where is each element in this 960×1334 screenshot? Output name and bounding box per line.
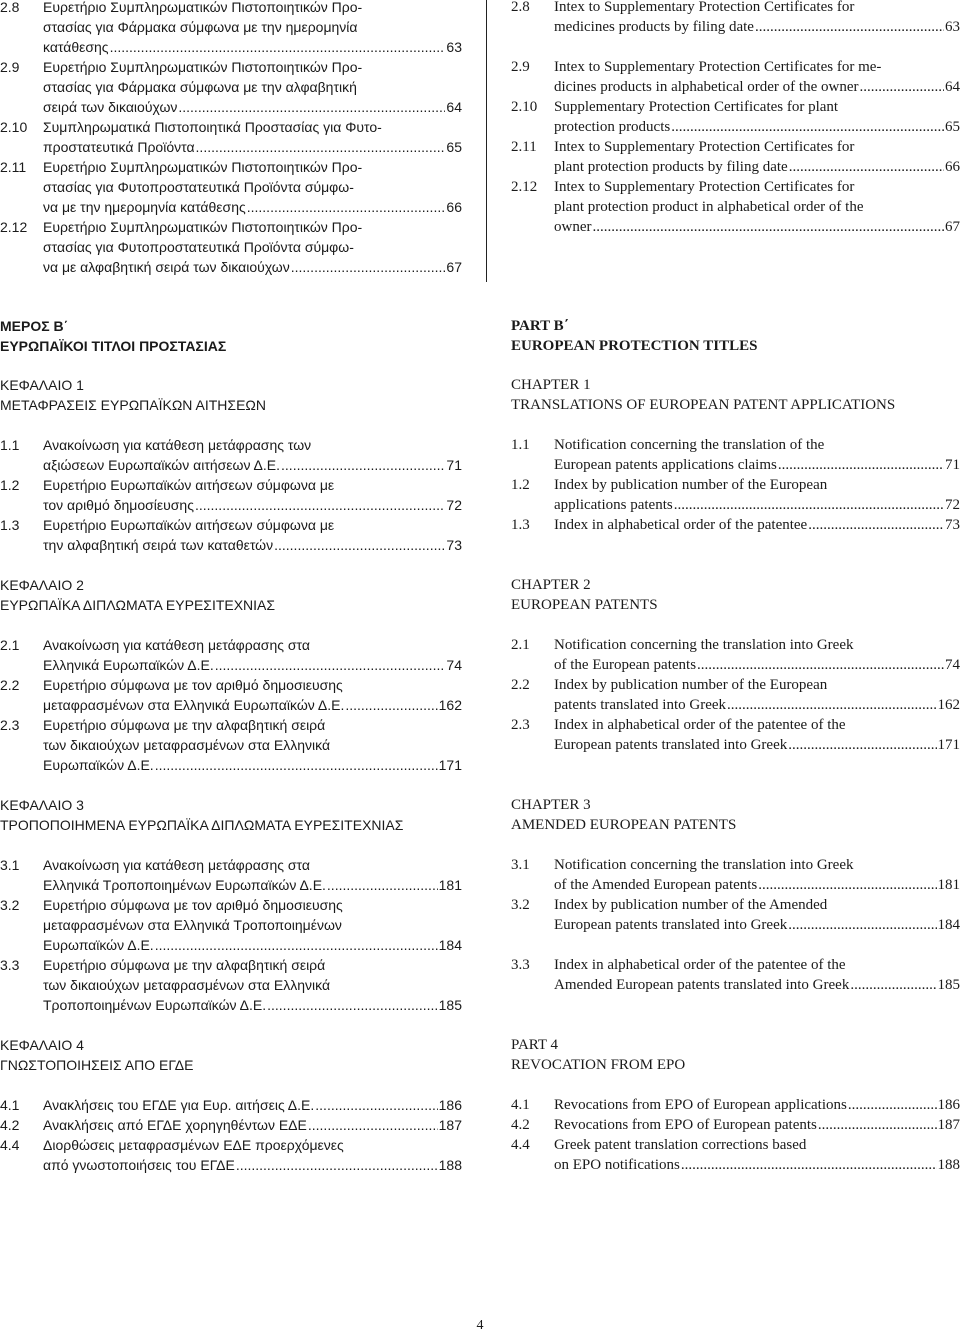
toc-entry-line — [511, 435, 960, 455]
toc-entry-last-line — [511, 455, 960, 475]
entry-text: Ανακοίνωση για κατάθεση μετάφρασης στα — [43, 637, 310, 653]
toc-entry-last-line — [0, 535, 462, 555]
toc-entry-last-line — [511, 515, 960, 535]
entry-text: Ευρωπαϊκών Δ.Ε. — [43, 757, 154, 773]
entry-text: Ευρετήριο Συμπληρωματικών Πιστοποιητικών Προ- — [43, 0, 363, 15]
page-ref: 73 — [446, 537, 462, 553]
entry-number: 4.4 — [511, 1137, 530, 1153]
toc-entry-line — [0, 57, 462, 77]
entry-text: protection products — [554, 119, 671, 135]
entry-text: of the Amended European patents — [554, 877, 758, 893]
chapter-label: CHAPTER 3 — [511, 797, 591, 813]
entry-number: 1.1 — [511, 437, 530, 453]
entry-text: owner — [554, 219, 592, 235]
toc-entry-last-line — [0, 655, 462, 675]
entry-text: European patents translated into Greek — [554, 917, 788, 933]
toc-entry-line — [511, 635, 960, 655]
entry-text: να με την ημερομηνία κατάθεσης — [43, 199, 246, 215]
page-ref: 73 — [945, 517, 960, 533]
page-ref: 185 — [937, 977, 960, 993]
entry-text: Index by publication number of the European — [554, 477, 828, 493]
entry-number: 2.11 — [0, 159, 27, 175]
entry-text: medicines products by filing date — [554, 19, 754, 35]
entry-text: μεταφρασμένων στα Ελληνικά Ευρωπαϊκών Δ.Ε. — [43, 697, 345, 713]
toc-entry-last-line — [511, 77, 960, 97]
chapter-title: ΜΕΤΑΦΡΑΣΕΙΣ ΕΥΡΩΠΑΪΚΩΝ ΑΙΤΗΣΕΩΝ — [0, 397, 266, 413]
entry-text: των δικαιούχων μεταφρασμένων στα Ελληνικά — [43, 977, 331, 993]
entry-number: 4.2 — [0, 1117, 20, 1133]
entry-number: 2.3 — [0, 717, 20, 733]
toc-entry-line — [0, 855, 462, 875]
toc-entry-line — [0, 715, 462, 735]
toc-entry-last-line — [511, 735, 960, 755]
entry-text: Revocations from EPO of European applications — [554, 1097, 847, 1113]
chapter-title: ΤΡΟΠΟΠΟΙΗΜΕΝΑ ΕΥΡΩΠΑΪΚΑ ΔΙΠΛΩΜΑΤΑ ΕΥΡΕΣΙΤΕΧΝΙΑΣ — [0, 817, 404, 833]
entry-text: Ευρωπαϊκών Δ.Ε. — [43, 937, 154, 953]
leader-dots — [850, 975, 936, 995]
entry-text: Ευρετήριο Συμπληρωματικών Πιστοποιητικών Προ- — [43, 219, 363, 235]
toc-entry-line — [0, 17, 462, 37]
entry-text: Ευρετήριο σύμφωνα με την αλφαβητική σειρά — [43, 717, 326, 733]
toc-entry-line — [0, 1135, 462, 1155]
toc-entry-line — [0, 515, 462, 535]
toc-entry-last-line — [0, 257, 462, 277]
toc-entry-last-line — [0, 97, 462, 117]
leader-dots — [788, 915, 936, 935]
toc-entry-last-line — [511, 695, 960, 715]
page-ref: 184 — [438, 937, 462, 953]
page-ref: 185 — [438, 997, 462, 1013]
page-ref: 171 — [438, 757, 462, 773]
toc-entry-line — [0, 217, 462, 237]
entry-text: Notification concerning the translation into Greek — [554, 857, 854, 873]
toc-entry-last-line — [0, 137, 462, 157]
toc-entry-last-line — [0, 755, 462, 775]
toc-entry-line — [511, 197, 960, 217]
entry-text: στασίας για Φυτοπροστατευτικά Προϊόντα σύμφω- — [43, 179, 354, 195]
entry-text: Index by publication number of the European — [554, 677, 828, 693]
entry-text: Revocations from EPO of European patents — [554, 1117, 817, 1133]
toc-entry-last-line — [511, 975, 960, 995]
entry-text: την αλφαβητική σειρά των καταθετών — [43, 537, 274, 553]
leader-dots — [155, 755, 438, 775]
part-title: ΜΕΡΟΣ Β΄ — [0, 318, 69, 334]
toc-entry-line — [0, 895, 462, 915]
leader-dots — [247, 197, 446, 217]
chapter-title: ΕΥΡΩΠΑΪΚΑ ΔΙΠΛΩΜΑΤΑ ΕΥΡΕΣΙΤΕΧΝΙΑΣ — [0, 597, 276, 613]
toc-entry-last-line — [0, 1155, 462, 1175]
entry-text: Notification concerning the translation into Greek — [554, 637, 854, 653]
toc-entry-line — [0, 157, 462, 177]
page-number: 4 — [476, 1318, 484, 1333]
part-subtitle: ΕΥΡΩΠΑΪΚΟΙ ΤΙΤΛΟΙ ΠΡΟΣΤΑΣΙΑΣ — [0, 338, 227, 354]
part-title: PART B΄ — [511, 318, 569, 334]
leader-dots — [291, 257, 446, 277]
toc-entry-last-line — [511, 1095, 960, 1115]
entry-text: Ανακοίνωση για κατάθεση μετάφρασης στα — [43, 857, 310, 873]
page-ref: 187 — [438, 1117, 462, 1133]
page-ref: 162 — [937, 697, 960, 713]
entry-text: Ανακλήσεις του ΕΓΔΕ για Ευρ. αιτήσεις Δ.Ε. — [43, 1097, 315, 1113]
toc-entry-last-line — [0, 455, 462, 475]
leader-dots — [681, 1155, 937, 1175]
toc-entry-line — [0, 735, 462, 755]
toc-entry-line — [0, 177, 462, 197]
toc-entry-line — [0, 237, 462, 257]
leader-dots — [755, 17, 944, 37]
toc-entry-line — [0, 117, 462, 137]
entry-number: 2.12 — [0, 219, 28, 235]
page-ref: 181 — [937, 877, 960, 893]
leader-dots — [674, 495, 944, 515]
entry-text: Intex to Supplementary Protection Certificates for — [554, 0, 855, 15]
chapter-label: CHAPTER 1 — [511, 377, 591, 393]
toc-entry-last-line — [0, 935, 462, 955]
page-ref: 181 — [438, 877, 462, 893]
chapter-label: ΚΕΦΑΛΑΙΟ 2 — [0, 577, 84, 593]
column-divider — [486, 0, 487, 282]
entry-text: on EPO notifications — [554, 1157, 680, 1173]
entry-number: 2.9 — [511, 59, 530, 75]
leader-dots — [178, 97, 445, 117]
page-ref: 63 — [446, 39, 462, 55]
leader-dots — [315, 1095, 437, 1115]
toc-entry-line — [0, 975, 462, 995]
page-ref: 74 — [945, 657, 960, 673]
chapter-label: PART 4 — [511, 1037, 559, 1053]
leader-dots — [267, 995, 438, 1015]
entry-text: Intex to Supplementary Protection Certificates for — [554, 179, 855, 195]
entry-text: Amended European patents translated into Greek — [554, 977, 850, 993]
entry-text: plant protection products by filing date — [554, 159, 788, 175]
entry-text: applications patents — [554, 497, 673, 513]
entry-text: από γνωστοποιήσεις του ΕΓΔΕ — [43, 1157, 235, 1173]
entry-text: Διορθώσεις μεταφρασμένων ΕΔΕ προερχόμενες — [43, 1137, 344, 1153]
entry-text: Ελληνικά Ευρωπαϊκών Δ.Ε. — [43, 657, 214, 673]
entry-text: Συμπληρωματικά Πιστοποιητικά Προστασίας για Φυτο- — [43, 119, 382, 135]
toc-entry-last-line — [0, 495, 462, 515]
leader-dots — [196, 137, 446, 157]
entry-text: των δικαιούχων μεταφρασμένων στα Ελληνικά — [43, 737, 331, 753]
entry-text: Ευρετήριο σύμφωνα με τον αριθμό δημοσιευσης — [43, 677, 343, 693]
entry-number: 4.1 — [0, 1097, 20, 1113]
chapter-title: REVOCATION FROM EPO — [511, 1057, 686, 1073]
chapter-title: ΓΝΩΣΤΟΠΟΙΗΣΕΙΣ ΑΠΟ ΕΓΔΕ — [0, 1057, 194, 1073]
entry-number: 2.8 — [0, 0, 20, 15]
toc-entry-last-line — [511, 157, 960, 177]
entry-number: 2.10 — [0, 119, 28, 135]
toc-entry-line — [511, 855, 960, 875]
leader-dots — [671, 117, 944, 137]
toc-entry-last-line — [511, 117, 960, 137]
leader-dots — [345, 695, 437, 715]
entry-number: 3.2 — [511, 897, 530, 913]
page-ref: 162 — [438, 697, 462, 713]
leader-dots — [327, 875, 438, 895]
entry-number: 2.8 — [511, 0, 530, 15]
entry-text: μεταφρασμένων στα Ελληνικά Τροποποιημένων — [43, 917, 342, 933]
page-ref: 65 — [945, 119, 960, 135]
page-ref: 66 — [945, 159, 960, 175]
leader-dots — [778, 455, 944, 475]
entry-text: Ανακοίνωση για κατάθεση μετάφρασης των — [43, 437, 312, 453]
entry-text: Ευρετήριο σύμφωνα με την αλφαβητική σειρά — [43, 957, 326, 973]
leader-dots — [697, 655, 944, 675]
entry-text: of the European patents — [554, 657, 697, 673]
entry-text: Supplementary Protection Certificates for plant — [554, 99, 839, 115]
entry-text: Ευρετήριο Συμπληρωματικών Πιστοποιητικών Προ- — [43, 159, 363, 175]
page-ref: 188 — [937, 1157, 960, 1173]
chapter-label: ΚΕΦΑΛΑΙΟ 3 — [0, 797, 84, 813]
leader-dots — [758, 875, 936, 895]
entry-number: 2.11 — [511, 139, 537, 155]
toc-entry-line — [0, 955, 462, 975]
page-ref: 71 — [945, 457, 960, 473]
leader-dots — [727, 695, 936, 715]
entry-text: κατάθεσης — [43, 39, 109, 55]
page-ref: 188 — [438, 1157, 462, 1173]
leader-dots — [789, 157, 944, 177]
chapter-title: EUROPEAN PATENTS — [511, 597, 658, 613]
leader-dots — [155, 935, 438, 955]
leader-dots — [195, 495, 445, 515]
toc-entry-line — [511, 57, 960, 77]
entry-text: European patents translated into Greek — [554, 737, 788, 753]
toc-entry-line — [511, 177, 960, 197]
entry-number: 3.3 — [0, 957, 20, 973]
leader-dots — [308, 1115, 438, 1135]
page-ref: 63 — [945, 19, 960, 35]
entry-text: Τροποποιημένων Ευρωπαϊκών Δ.Ε. — [43, 997, 267, 1013]
entry-text: Greek patent translation corrections based — [554, 1137, 807, 1153]
page-ref: 67 — [446, 259, 462, 275]
entry-number: 2.10 — [511, 99, 538, 115]
entry-text: Index in alphabetical order of the patentee of the — [554, 717, 846, 733]
toc-entry-line — [511, 1135, 960, 1155]
toc-entry-line — [0, 475, 462, 495]
toc-entry-line — [511, 895, 960, 915]
entry-text: τον αριθμό δημοσίευσης — [43, 497, 194, 513]
entry-number: 2.3 — [511, 717, 530, 733]
chapter-label: CHAPTER 2 — [511, 577, 591, 593]
chapter-title: TRANSLATIONS OF EUROPEAN PATENT APPLICATIONS — [511, 397, 896, 413]
chapter-label: ΚΕΦΑΛΑΙΟ 4 — [0, 1037, 84, 1053]
leader-dots — [848, 1095, 937, 1115]
entry-text: να με αλφαβητική σειρά των δικαιούχων — [43, 259, 290, 275]
entry-text: στασίας για Φυτοπροστατευτικά Προϊόντα σύμφω- — [43, 239, 354, 255]
entry-text: Intex to Supplementary Protection Certificates for — [554, 139, 855, 155]
entry-number: 3.3 — [511, 957, 530, 973]
toc-entry-line — [511, 137, 960, 157]
toc-entry-line — [511, 715, 960, 735]
toc-entry-line — [0, 675, 462, 695]
entry-text: dicines products in alphabetical order of the owner — [554, 79, 859, 95]
page-ref: 184 — [937, 917, 960, 933]
entry-text: Index by publication number of the Amended — [554, 897, 828, 913]
entry-number: 3.2 — [0, 897, 20, 913]
page-ref: 74 — [446, 657, 462, 673]
toc-entry-line — [511, 0, 960, 17]
entry-number: 2.2 — [0, 677, 20, 693]
toc-entry-last-line — [511, 1115, 960, 1135]
entry-text: European patents applications claims — [554, 457, 777, 473]
toc-entry-last-line — [0, 1115, 462, 1135]
leader-dots — [808, 515, 944, 535]
entry-text: Ευρετήριο Ευρωπαϊκών αιτήσεων σύμφωνα με — [43, 517, 335, 533]
leader-dots — [274, 535, 445, 555]
toc-entry-line — [0, 915, 462, 935]
leader-dots — [593, 217, 945, 237]
page-ref: 72 — [446, 497, 462, 513]
entry-number: 2.1 — [511, 637, 530, 653]
entry-text: στασίας για Φάρμακα σύμφωνα με την ημερομηνία — [43, 19, 358, 35]
page-ref: 65 — [446, 139, 462, 155]
page-ref: 67 — [945, 219, 960, 235]
entry-text: Notification concerning the translation of the — [554, 437, 825, 453]
entry-text: σειρά των δικαιούχων — [43, 99, 178, 115]
entry-number: 3.1 — [511, 857, 530, 873]
toc-entry-line — [511, 675, 960, 695]
entry-number: 3.1 — [0, 857, 20, 873]
entry-number: 4.1 — [511, 1097, 530, 1113]
toc-entry-line — [511, 955, 960, 975]
toc-entry-last-line — [511, 655, 960, 675]
toc-entry-last-line — [511, 217, 960, 237]
leader-dots — [236, 1155, 438, 1175]
entry-text: plant protection product in alphabetical order of the — [554, 199, 864, 215]
entry-number: 1.2 — [511, 477, 530, 493]
leader-dots — [110, 37, 446, 57]
toc-entry-line — [511, 97, 960, 117]
entry-number: 1.2 — [0, 477, 20, 493]
entry-text: Ευρετήριο σύμφωνα με τον αριθμό δημοσιευσης — [43, 897, 343, 913]
toc-entry-last-line — [511, 1155, 960, 1175]
entry-text: Ελληνικά Τροποποιημένων Ευρωπαϊκών Δ.Ε. — [43, 877, 326, 893]
entry-number: 4.2 — [511, 1117, 530, 1133]
toc-entry-line — [0, 435, 462, 455]
toc-entry-line — [0, 77, 462, 97]
part-subtitle: EUROPEAN PROTECTION TITLES — [511, 338, 758, 354]
entry-number: 1.3 — [511, 517, 530, 533]
entry-number: 2.9 — [0, 59, 20, 75]
toc-entry-line — [0, 635, 462, 655]
leader-dots — [859, 77, 944, 97]
toc-entry-last-line — [0, 1095, 462, 1115]
entry-text: προστατευτικά Προϊόντα — [43, 139, 195, 155]
page-ref: 71 — [446, 457, 462, 473]
chapter-label: ΚΕΦΑΛΑΙΟ 1 — [0, 377, 84, 393]
toc-entry-last-line — [0, 995, 462, 1015]
entry-text: Index in alphabetical order of the patentee — [554, 517, 808, 533]
entry-text: Intex to Supplementary Protection Certificates for me- — [554, 59, 882, 75]
toc-entry-line — [511, 475, 960, 495]
entry-number: 2.2 — [511, 677, 530, 693]
page-ref: 64 — [945, 79, 960, 95]
page-ref: 186 — [937, 1097, 960, 1113]
entry-text: patents translated into Greek — [554, 697, 727, 713]
entry-text: αξιώσεων Ευρωπαϊκών αιτήσεων Δ.Ε. — [43, 457, 281, 473]
entry-number: 2.12 — [511, 179, 538, 195]
page-ref: 72 — [945, 497, 960, 513]
toc-entry-last-line — [0, 695, 462, 715]
entry-text: στασίας για Φάρμακα σύμφωνα με την αλφαβητική — [43, 79, 357, 95]
leader-dots — [788, 735, 936, 755]
entry-text: Index in alphabetical order of the patentee of the — [554, 957, 846, 973]
page-ref: 64 — [446, 99, 462, 115]
entry-text: Ευρετήριο Ευρωπαϊκών αιτήσεων σύμφωνα με — [43, 477, 335, 493]
toc-entry-last-line — [511, 17, 960, 37]
entry-text: Ανακλήσεις από ΕΓΔΕ χορηγηθέντων ΕΔΕ — [43, 1117, 307, 1133]
toc-entry-last-line — [0, 37, 462, 57]
page-ref: 187 — [937, 1117, 960, 1133]
toc-entry-last-line — [511, 875, 960, 895]
toc-entry-last-line — [511, 915, 960, 935]
page-ref: 171 — [937, 737, 960, 753]
leader-dots — [818, 1115, 937, 1135]
toc-entry-last-line — [0, 197, 462, 217]
entry-number: 1.1 — [0, 437, 20, 453]
toc-entry-line — [0, 0, 462, 17]
entry-number: 2.1 — [0, 637, 20, 653]
entry-text: Ευρετήριο Συμπληρωματικών Πιστοποιητικών Προ- — [43, 59, 363, 75]
toc-entry-last-line — [511, 495, 960, 515]
entry-number: 4.4 — [0, 1137, 20, 1153]
toc-entry-last-line — [0, 875, 462, 895]
entry-number: 1.3 — [0, 517, 20, 533]
chapter-title: AMENDED EUROPEAN PATENTS — [511, 817, 737, 833]
leader-dots — [215, 655, 446, 675]
leader-dots — [281, 455, 445, 475]
page-ref: 186 — [438, 1097, 462, 1113]
page-ref: 66 — [446, 199, 462, 215]
